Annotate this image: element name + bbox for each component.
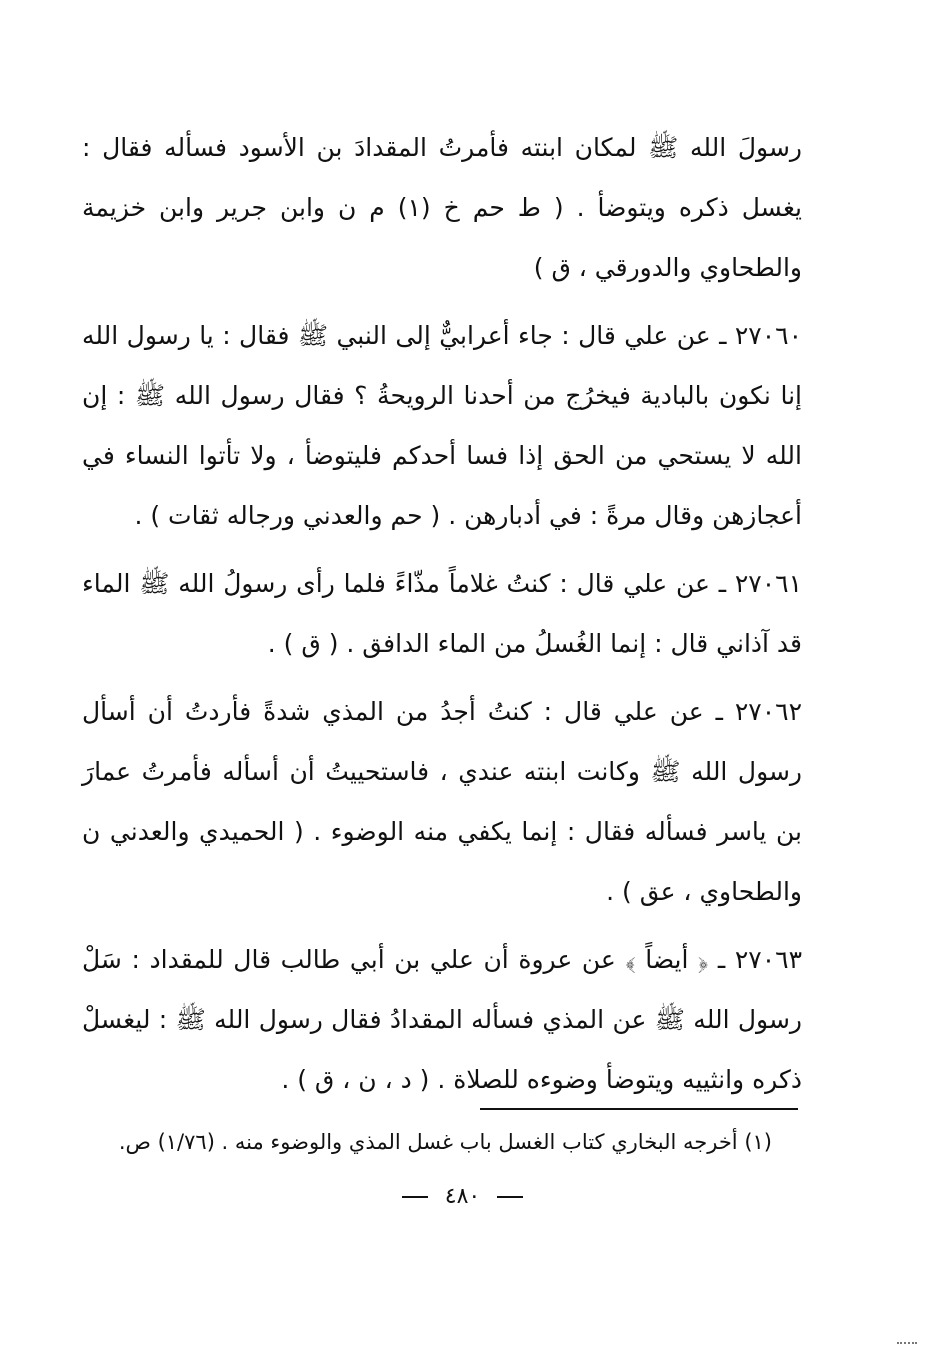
footnote: (١) أخرجه البخاري كتاب الغسل باب غسل المذي والوضوء منه . (١/٧٦) ص.: [118, 1130, 772, 1154]
footnote-divider: [480, 1108, 798, 1110]
scan-corner-mark: [897, 1342, 917, 1347]
hadith-27060: ٢٧٠٦٠ ـ عن علي قال : جاء أعرابيٌّ إلى النبي ﷺ فقال : يا رسول الله إنا نكون بالبادية فيخرُج من أحدنا الرويحةُ ؟ فقال رسول الله ﷺ : إن الله لا يستحي من الحق إذا فسا أحدكم فليتوضأ ، ولا تأتوا النساء في أعجازهن وقال مرةً : في أدبارهن . ( حم والعدني ورجاله ثقات ) .: [82, 321, 802, 530]
page-number-dash-right: [497, 1196, 523, 1198]
page-number-container: [0, 1184, 925, 1209]
hadith-27063: ٢٧٠٦٣ ـ ﴿ أيضاً ﴾ عن عروة أن علي بن أبي طالب قال للمقداد : سَلْ رسول الله ﷺ عن المذي فسأله المقدادُ فقال رسول الله ﷺ : ليغسلْ ذكره وانثييه ويتوضأ وضوءه للصلاة . ( د ، ن ، ق ) .: [82, 945, 802, 1094]
hadith-27061: ٢٧٠٦١ ـ عن علي قال : كنتُ غلاماً مذّاءً فلما رأى رسولُ الله ﷺ الماء قد آذاني قال : إنما الغُسلُ من الماء الدافق . ( ق ) .: [82, 569, 802, 658]
page-body: [82, 118, 802, 1118]
page-number: ٤٨٠: [444, 1184, 481, 1209]
paragraph-continuation: رسولَ الله ﷺ لمكان ابنته فأمرتُ المقدادَ بن الأسود فسأله فقال : يغسل ذكره ويتوضأ . ( ط حم خ (١) م ن وابن جرير وابن خزيمة والطحاوي والدورقي ، ق ): [82, 133, 802, 282]
hadith-27062: ٢٧٠٦٢ ـ عن علي قال : كنتُ أجدُ من المذي شدةً فأردتُ أن أسأل رسول الله ﷺ وكانت ابنته عندي ، فاستحييتُ أن أسأله فأمرتُ عمارَ بن ياسر فسأله فقال : إنما يكفي منه الوضوء . ( الحميدي والعدني ن والطحاوي ، عق ) .: [82, 697, 802, 906]
page-number-dash-left: [402, 1196, 428, 1198]
